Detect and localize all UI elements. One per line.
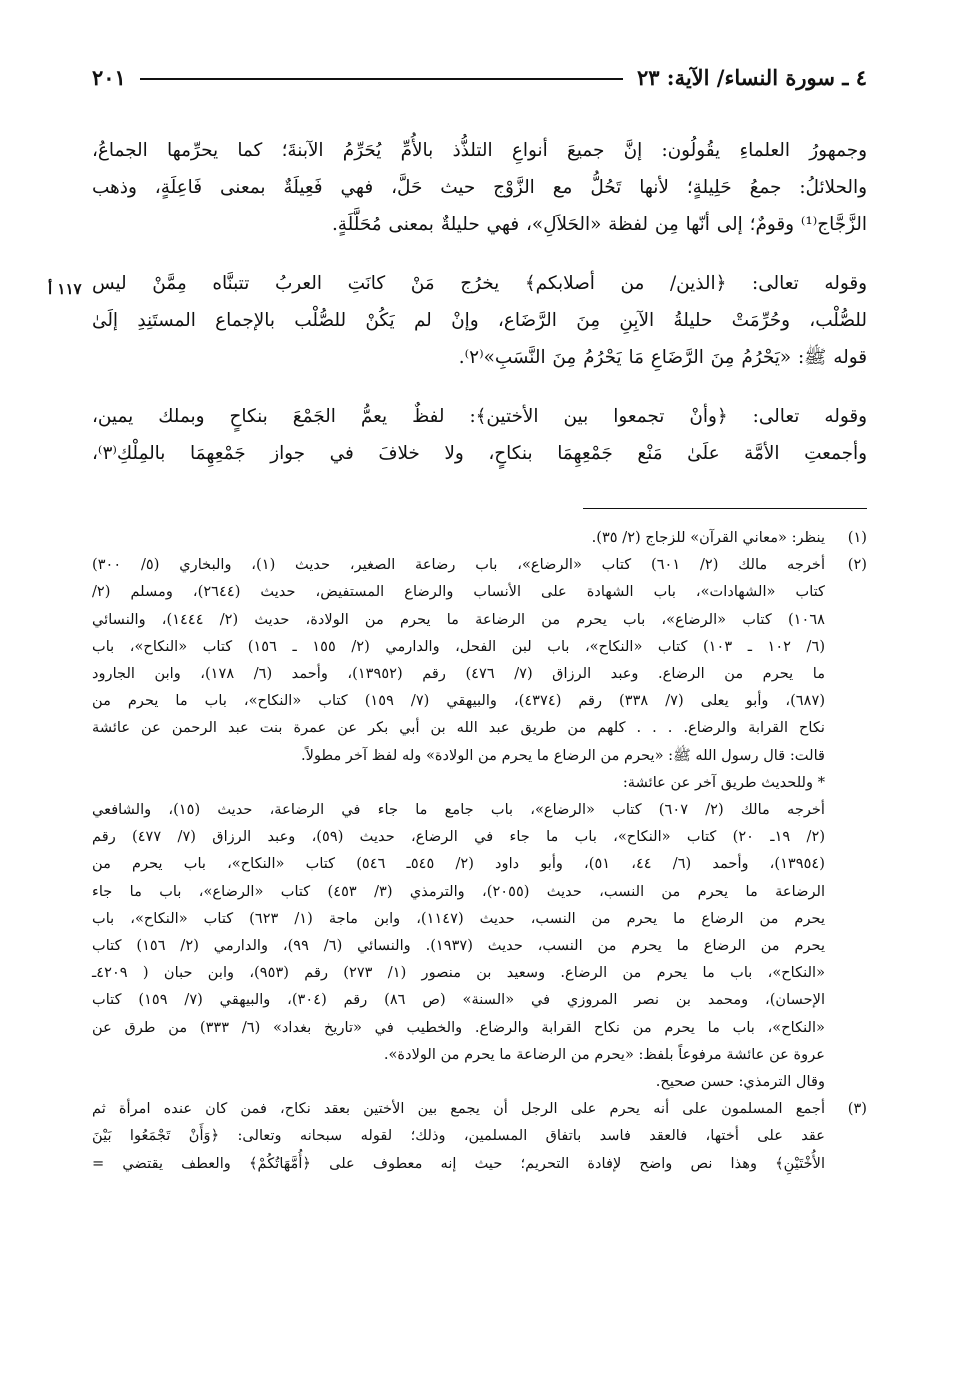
footnote-body xyxy=(92,524,825,551)
footnote-line: كتاب «الشهادات»، باب الشهادة على الأنساب والرضاع المستفيض، حديث (٢٦٤٤)، ومسلم (٢/ xyxy=(92,583,825,601)
footnote-line: * وللحديث طريق آخر عن عائشة: xyxy=(622,773,825,791)
header-rule xyxy=(140,78,623,80)
footnote-separator xyxy=(583,508,867,509)
footnote-line: ينظر: «معاني القرآن» للزجاج (٢/ ٣٥). xyxy=(591,529,825,546)
footnote-line: ١٠٦٨) كتاب «الرضاع»، باب يحرم من الرضاعة ما يحرم من الولادة، حديث (٢/ ١٤٤٤)، والنسائي xyxy=(92,610,825,628)
footnote-3 xyxy=(92,1095,867,1177)
footnote-1 xyxy=(92,524,867,551)
footnote-line: ما يحرم من الرضاع. وعبد الرزاق (٧/ ٤٧٦) رقم (١٣٩٥٢)، وأحمد (٦/ ١٧٨)، وابن الجارود xyxy=(92,665,826,683)
footnote-body xyxy=(92,551,825,1095)
text-line: وأجمعتِ الأمَّة علَىٰ مَنْع جَمْعِهِمَا بنكاحٍ، ولا خلافَ في جواز جَمْعِهِمَا بالمِلْكِ⁽٣⁾، xyxy=(92,443,867,464)
manuscript-folio-note: ١١٧ أ xyxy=(48,280,82,298)
text-line: وجمهورُ العلماءِ يقُولُون: إنَّ جميعَ أنواعِ التلذُّذ بالأُمِّ يُحَرِّمُ الآبنةَ؛ كما يحرِّمها الجماعُ، xyxy=(92,140,867,161)
footnote-line: (٢/ ١٩ـ ٢٠) كتاب «النكاح»، باب ما جاء في الرضاع، حديث (٥٩)، وعبد الرزاق (٧/ ٤٧٧) رقم xyxy=(92,828,826,846)
text-line: وقوله تعالى: ﴿وأنْ تجمعوا بين الأختين﴾: لفظٌ يعمُّ الجَمْعَ بنكاحٍ وبملك يمين، xyxy=(92,406,867,427)
text-line: والحلائلُ: جمعُ حَلِيلةٍ؛ لأنها تَحُلُّ مع الزَّوْج حيث حَلَّ، فهي فَعِيلَةٌ بمعنى فَاعِلَةٍ، وذهب xyxy=(92,177,867,198)
footnote-line: قالت: قال رسول الله ﷺ: «يحرم من الرضاع ما يحرم من الولادة» وله لفظ آخر مطولاً. xyxy=(301,746,825,764)
footnotes xyxy=(92,524,867,1177)
footnote-line: الرضاعة ما يحرم من النسب، حديث (٢٠٥٥)، والترمذي (٣/ ٤٥٣) كتاب «الرضاع»، باب ما جاء xyxy=(92,882,826,900)
page-number: ٢٠١ xyxy=(92,64,126,90)
footnote-number: (٢) xyxy=(847,556,867,574)
footnote-line: عروة عن عائشة مرفوعاً بلفظ: «يحرم من الرضاعة ما يحرم من الولادة». xyxy=(383,1045,825,1063)
text-line: قوله ﷺ: «يَحْرُمُ مِنَ الرَّضَاعِ مَا يَحْرُمُ مِنَ النَّسَبِ»⁽٢⁾. xyxy=(458,347,867,368)
footnote-body xyxy=(92,1095,825,1177)
footnote-line: (٦٨٧)، وأبو يعلى (٧/ ٣٣٨) رقم (٤٣٧٤)، والبيهقي (٧/ ١٥٩) كتاب «النكاح»، باب ما يحرم من xyxy=(92,692,826,710)
paragraph-3 xyxy=(92,398,867,472)
paragraph-2 xyxy=(92,265,867,376)
footnote-line: أخرجه مالك (٢/ ٦٠٧) كتاب «الرضاع»، باب جامع ما جاء في الرضاعة، حديث (١٥)، والشافعي xyxy=(92,801,825,819)
footnote-line: «النكاح»، باب ما يحرم من نكاح القرابة والرضاع. والخطيب في «تاريخ بغداد» (٦/ ٣٣٣) من طرق عن xyxy=(92,1018,825,1036)
footnote-number: (٣) xyxy=(847,1100,867,1118)
footnote-line: (٦/ ١٠٢ ـ ١٠٣) كتاب «النكاح»، باب لبن الفحل، والدارمي (٢/ ١٥٥ ـ ١٥٦) كتاب «النكاح»، باب xyxy=(92,637,826,655)
footnote-line: أخرجه مالك (٢/ ٦٠١) كتاب «الرضاع»، باب رضاعة الصغير، حديث (١)، والبخاري (٥/ ٣٠٠) xyxy=(92,556,825,574)
main-text xyxy=(92,132,867,494)
footnote-line: عقد على أختها، فالعقد فاسد باتفاق المسلمين، وذلك؛ لقوله سبحانه وتعالى: ﴿وَأَنْ تَجْمَعُوا بَيْنَ xyxy=(92,1127,825,1145)
footnote-line: أجمع المسلمون على أنه يحرم على الرجل أن يجمع بين الأختين بعقد نكاح، فمن كان عنده امرأة ثم xyxy=(92,1100,825,1118)
footnote-line: (١٣٩٥٤)، وأحمد (٦/ ٤٤، ٥١)، وأبو داود (٢/ ٥٤٥ـ ٥٤٦) كتاب «النكاح»، باب يحرم من xyxy=(92,855,825,873)
text-line: للصُّلْب، وحُرِّمَتْ حليلةُ الآبِنِ مِنَ الرَّضَاع، وإنْ لم يَكُنْ للصُّلْب بالإجماع المستَنِدِ إلَىٰ xyxy=(92,310,867,331)
footnote-line: «النكاح»، باب ما يحرم من الرضاع. وسعيد بن منصور (١/ ٢٧٣) رقم (٩٥٣)، وابن حبان ( ٤٢٠٩ـ xyxy=(92,964,826,982)
footnote-line: الأُخْتَيْنِ﴾ وهذا نص واضح لإفادة التحريم؛ حيث إنه معطوف على ﴿أُمَّهَاتُكُمْ﴾ والعطف يقتضي = xyxy=(92,1154,825,1172)
footnote-2 xyxy=(92,551,867,1095)
running-title: ٤ ـ سورة النساء/ الآية: ٢٣ xyxy=(636,64,867,90)
page-header xyxy=(92,62,867,92)
paragraph-1 xyxy=(92,132,867,243)
footnote-line: الإحسان)، ومحمد بن نصر المروزي في «السنة» (ص ٨٦) رقم (٣٠٤)، والبيهقي (٧/ ١٥٩) كتاب xyxy=(92,991,826,1009)
text-line: وقوله تعالى: ﴿الذين/ من أصلابكم﴾ يخرُج مَنْ كانَتِ العربُ تتبنَّاه مِمَّنْ ليس xyxy=(92,273,867,294)
footnote-line: وقال الترمذي: حسن صحيح. xyxy=(655,1073,825,1091)
footnote-line: يحرم من الرضاع ما يحرم من النسب، حديث (١٩٣٧). والنسائي (٦/ ٩٩)، والدارمي (٢/ ١٥٦) كتاب xyxy=(92,937,826,955)
footnote-line: يحرم من الرضاع ما يحرم من النسب، حديث (١١٤٧)، وابن ماجة (١/ ٦٢٣) كتاب «النكاح»، باب xyxy=(92,909,826,927)
footnote-number: (١) xyxy=(847,529,867,546)
text-line: الزَّجَّاج⁽¹⁾ وقومٌ؛ إلى أنّها مِن لفظة «الحَلاَلِ»، فهي حليلةٌ بمعنى مُحَلَّلَةٍ. xyxy=(331,214,867,235)
footnote-line: نكاح القرابة والرضاع. . . . كلهم من طريق عبد الله بن أبي بكر عن عمرة بنت عبد الرحمن عن عائشة xyxy=(92,719,825,737)
